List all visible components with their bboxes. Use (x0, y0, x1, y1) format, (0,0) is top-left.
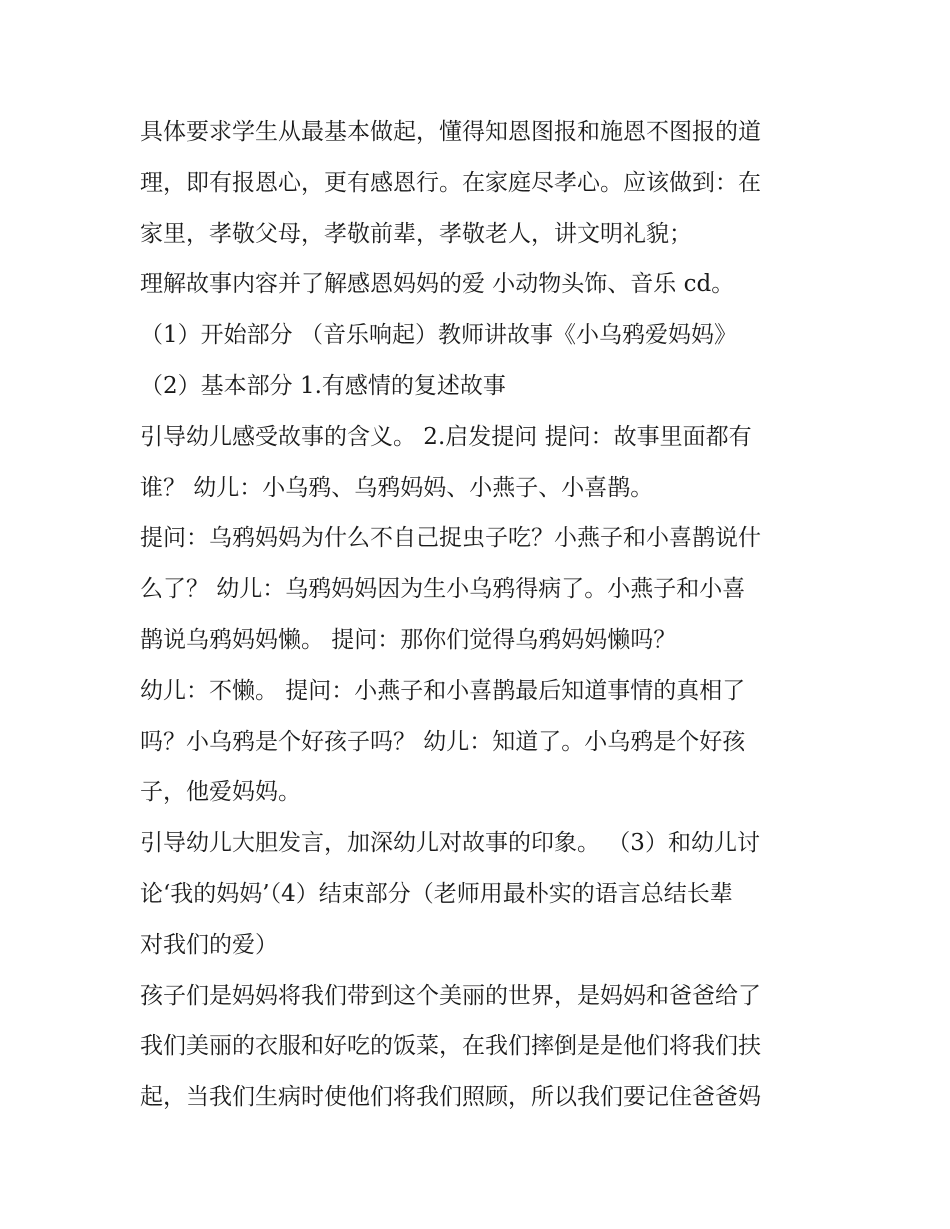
text-line: 么了？ 幼儿：乌鸦妈妈因为生小乌鸦得病了。小燕子和小喜 (140, 576, 746, 603)
text-line: 家里，孝敬父母，孝敬前辈，孝敬老人，讲文明礼貌； (140, 220, 692, 247)
text-line: 理解故事内容并了解感恩妈妈的爱 小动物头饰、音乐 cd。 (140, 271, 735, 298)
text-line: 谁？ 幼儿：小乌鸦、乌鸦妈妈、小燕子、小喜鹊。 (140, 474, 654, 501)
text-line: 引导幼儿大胆发言，加深幼儿对故事的印象。 （3）和幼儿讨 (140, 830, 760, 857)
text-line: 子，他爱妈妈。 (140, 779, 301, 806)
text-line: （2）基本部分 1.有感情的复述故事 (140, 372, 506, 399)
text-line: 我们美丽的衣服和好吃的饭菜，在我们摔倒是是他们将我们扶 (140, 1033, 761, 1060)
text-line: （1）开始部分 （音乐响起）教师讲故事《小乌鸦爱妈妈》 (140, 322, 737, 349)
body-text (140, 107, 820, 1123)
text-line: 论‘我的妈妈’（4）结束部分（老师用最朴实的语言总结长辈 (140, 880, 733, 907)
text-line: 提问：乌鸦妈妈为什么不自己捉虫子吃？小燕子和小喜鹊说什 (140, 525, 761, 552)
text-line: 对我们的爱） (140, 931, 278, 958)
text-line: 理，即有报恩心，更有感恩行。在家庭尽孝心。应该做到：在 (140, 169, 761, 196)
text-line: 引导幼儿感受故事的含义。 2.启发提问 提问：故事里面都有 (140, 423, 752, 450)
text-line: 具体要求学生从最基本做起，懂得知恩图报和施恩不图报的道 (140, 119, 761, 145)
text-line: 吗？小乌鸦是个好孩子吗？ 幼儿：知道了。小乌鸦是个好孩 (140, 728, 746, 755)
text-line: 起，当我们生病时使他们将我们照顾，所以我们要记住爸爸妈 (140, 1084, 761, 1111)
text-line: 孩子们是妈妈将我们带到这个美丽的世界，是妈妈和爸爸给了 (140, 982, 761, 1009)
text-line: 幼儿：不懒。 提问：小燕子和小喜鹊最后知道事情的真相了 (140, 677, 746, 704)
text-line: 鹊说乌鸦妈妈懒。 提问：那你们觉得乌鸦妈妈懒吗？ (140, 626, 677, 653)
